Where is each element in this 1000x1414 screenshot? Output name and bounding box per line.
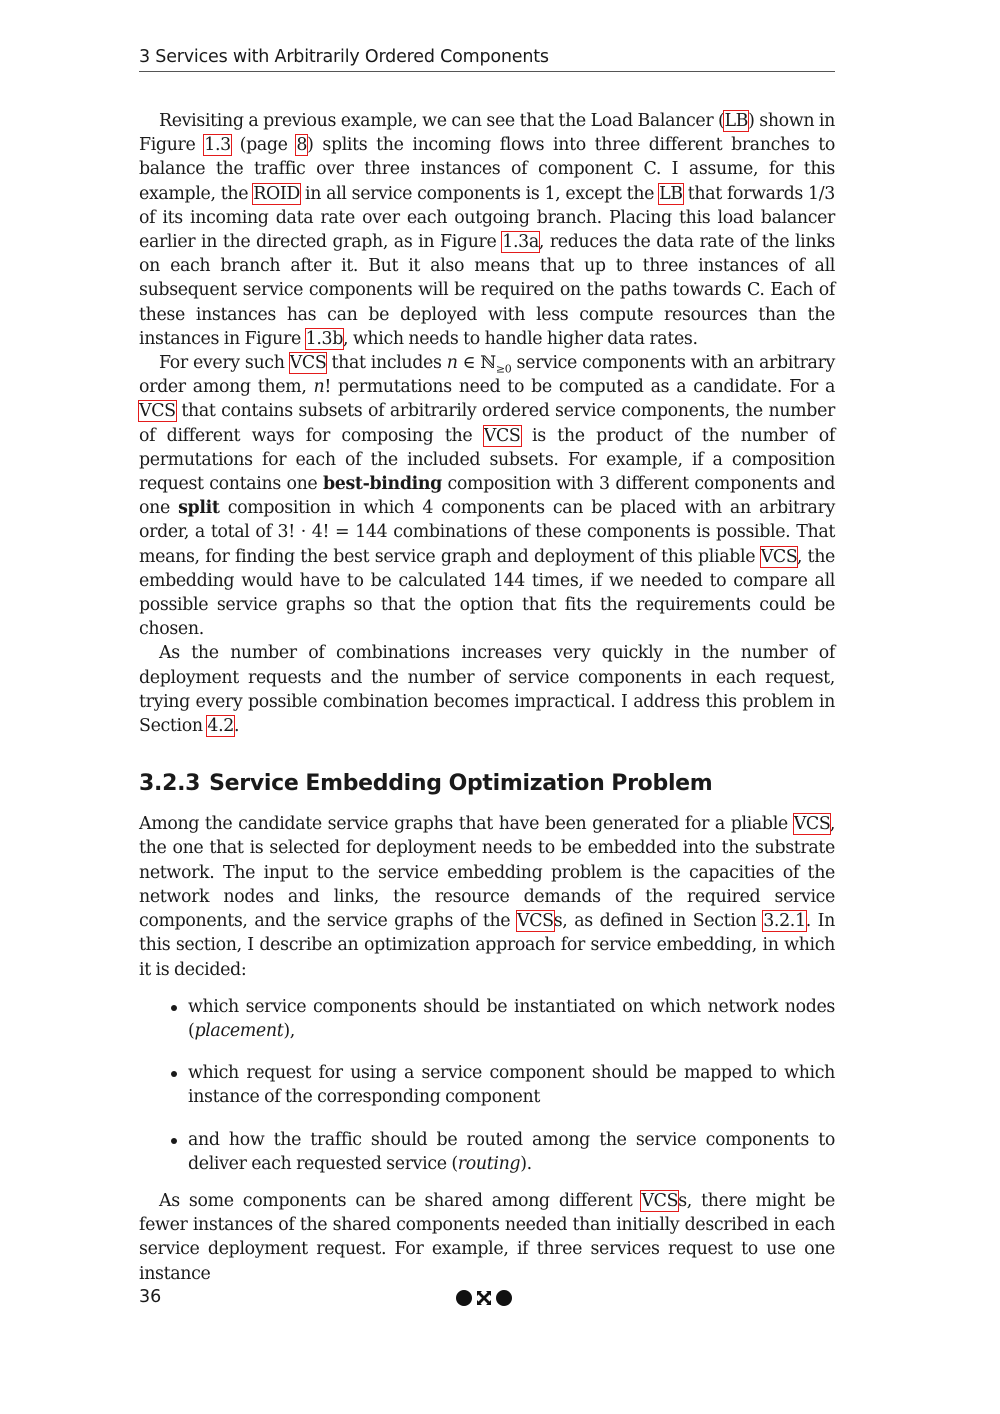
section-link-3-2-1[interactable]: 3.2.1 — [763, 911, 806, 932]
text: Revisiting a previous example, we can see that the Load Balancer ( — [159, 111, 725, 131]
text: As some components can be shared among different — [159, 1190, 642, 1211]
text: and how the traffic should be routed among the service components to deliver each requested service ( — [188, 1129, 835, 1174]
bold-term-best-binding: best-binding — [322, 474, 442, 495]
circle-icon — [456, 1290, 472, 1306]
bold-term-split: split — [178, 498, 220, 519]
text: , reduces the data rate of the links on each branch after it. But it also means that up to three instances of all subsequent service components will be required on the paths towards C. Each of these instances has can be deployed with less compute resources than the instances in Figure — [139, 232, 835, 349]
text: s, as defined in Section — [553, 911, 764, 932]
bullet-icon — [171, 1005, 177, 1011]
text: For every such — [159, 353, 290, 374]
acronym-link-vcs[interactable]: VCS — [289, 353, 327, 374]
page-body — [139, 109, 835, 1286]
math-subscript: ≥0 — [495, 362, 512, 376]
figure-link-1-3a[interactable]: 1.3a — [502, 232, 539, 253]
paragraph-embedding-intro — [139, 812, 835, 981]
emphasis-routing: routing — [457, 1153, 521, 1174]
acronym-link-vcs[interactable]: VCS — [760, 546, 797, 567]
math-set: ∈ ℕ — [457, 353, 496, 374]
text: composition with 3 different components and one — [139, 474, 835, 519]
text: . — [234, 716, 240, 737]
bullet-icon — [171, 1138, 177, 1144]
math-variable-n: n — [313, 377, 325, 398]
acronym-link-vcs[interactable]: VCS — [641, 1190, 679, 1211]
page-link-8[interactable]: 8 — [296, 135, 308, 156]
section-number: 3.2.3 — [139, 771, 201, 797]
section-title: Service Embedding Optimization Problem — [209, 771, 713, 797]
acronym-link-lb[interactable]: LB — [659, 183, 683, 204]
decision-list — [139, 995, 835, 1176]
figure-link-1-3[interactable]: 1.3 — [204, 135, 231, 156]
text: that contains subsets of arbitrarily ordered service components, the number of different ways for composing the — [139, 401, 835, 446]
text: (page — [230, 135, 297, 156]
paragraph-shared-components — [139, 1189, 835, 1286]
acronym-link-lb[interactable]: LB — [724, 111, 749, 131]
bullet-icon — [171, 1071, 177, 1077]
running-header: 3 Services with Arbitrarily Ordered Components — [139, 46, 835, 72]
cross-arrows-icon — [476, 1290, 492, 1306]
text: service components with an arbitrary order among them, — [139, 353, 836, 398]
text: , which needs to handle higher data rates. — [343, 328, 698, 349]
text: As the number of combinations increases very quickly in the number of deployment requests and the number of service components in each request, trying every possible combination becomes impractical. I address this problem in Section — [139, 643, 835, 737]
university-logo-dots-icon — [456, 1290, 512, 1306]
list-item — [188, 1061, 835, 1109]
list-item — [188, 1128, 835, 1176]
section-heading — [139, 769, 835, 799]
acronym-link-roid[interactable]: ROID — [253, 183, 300, 204]
text: , the one that is selected for deployment needs to be embedded into the substrate network. The input to the service embedding problem is the capacities of the network nodes and links, the resource demands of the required service components, and the service graphs of the — [139, 814, 835, 932]
text: ! permutations need to be computed as a candidate. For a — [324, 377, 835, 398]
text: s, there might be fewer instances of the shared components needed than initially described in each service deployment request. For example, if three services request to use one instance — [139, 1190, 835, 1284]
text: Among the candidate service graphs that have been generated for a pliable — [139, 814, 794, 835]
text: . In this section, I describe an optimization approach for service embedding, in which it is decided: — [139, 911, 835, 980]
acronym-link-vcs[interactable]: VCS — [139, 401, 176, 422]
page-number: 36 — [139, 1287, 162, 1307]
text: that includes — [326, 353, 447, 374]
acronym-link-vcs[interactable]: VCS — [483, 425, 521, 446]
acronym-link-vcs[interactable]: VCS — [793, 814, 830, 835]
acronym-link-vcs[interactable]: VCS — [517, 911, 554, 932]
text: ). — [520, 1153, 532, 1174]
text: is the product of the number of permutations for each of the included subsets. For example, if a composition request contains one — [139, 425, 835, 495]
text: composition in which 4 components can be placed with an arbitrary order, a total of 3! · 4! = 144 combinations of these components is possible. That means, for finding the best service graph and deployment of this pliable — [139, 498, 836, 567]
text: in all service components is 1, except the — [299, 183, 660, 204]
text: which request for using a service component should be mapped to which instance of the corresponding component — [188, 1063, 835, 1108]
paragraph-impractical — [139, 641, 835, 738]
text: which service components should be instantiated on which network nodes ( — [188, 996, 835, 1041]
text: that forwards 1/3 of its incoming data rate over each outgoing branch. Placing this load balancer earlier in the directed graph, as in Figure — [139, 183, 835, 253]
paragraph-load-balancer-example — [139, 109, 835, 351]
list-item — [188, 995, 835, 1043]
circle-icon — [496, 1290, 512, 1306]
figure-link-1-3b[interactable]: 1.3b — [305, 328, 344, 349]
text: ), — [283, 1020, 295, 1041]
text: ) shown in Figure — [139, 111, 835, 156]
text: , the embedding would have to be calculated 144 times, if we needed to compare all possible service graphs so that the option that fits the requirements could be chosen. — [139, 546, 835, 640]
section-link-4-2[interactable]: 4.2 — [207, 716, 235, 737]
emphasis-placement: placement — [194, 1020, 284, 1041]
math-variable-n: n — [446, 353, 458, 374]
paragraph-permutations — [139, 351, 835, 641]
text: ) splits the incoming flows into three different branches to balance the traffic over three instances of component C. I assume, for this example, the — [139, 135, 835, 204]
